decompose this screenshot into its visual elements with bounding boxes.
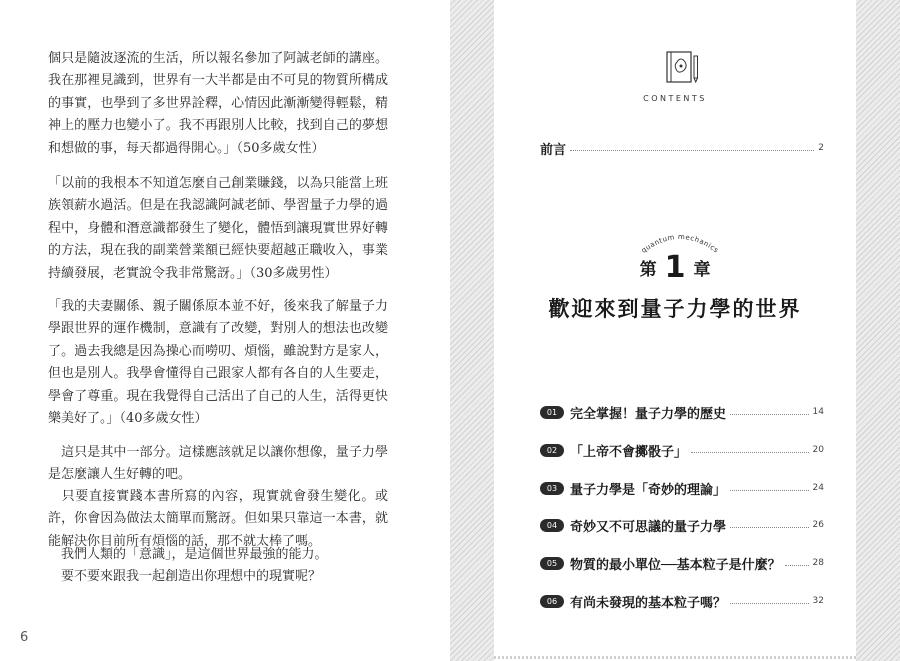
body-paragraph-2: 只要直接實踐本書所寫的內容，現實就會發生變化。或許，你會因為做法太簡單而驚訝。但如果只靠這一本書，就能解決你目前所有煩惱的話，那不就太棒了嗎。 [48, 489, 388, 549]
testimonial-paragraph-3: 「我的夫妻關係、親子關係原本並不好，後來我了解量子力學跟世界的運作機制，意識有了改變，對別人的想法也改變了。過去我總是因為操心而嘮叨、煩惱，雖說對方是家人，但也是別人。我學會懂得自己跟家人都有各自的人生要走，學會了尊重。現在我覺得自己活出了自己的人生，活得更快樂美好了。」（40多歲女性） [48, 299, 388, 427]
toc-entry-page: 14 [812, 407, 824, 417]
toc-row-02[interactable] [540, 441, 824, 459]
section-badge: 06 [540, 595, 564, 608]
chapter-number: 1 [664, 250, 686, 285]
leader-dots [730, 603, 809, 604]
section-badge: 01 [540, 406, 564, 419]
section-badge: 03 [540, 482, 564, 495]
toc-entry-title: 有尚未發現的基本粒子嗎？ [570, 595, 727, 611]
testimonial-paragraph-2: 「以前的我根本不知道怎麼自己創業賺錢，以為只能當上班族領薪水過活。但是在我認識阿誠老師、學習量子力學的過程中，身體和潛意識都發生了變化，體悟到讓現實世界好轉的方法，現在我的副業營業額已經快要超越正職收入，事業持續發展，老實說令我非常驚訝。」（30多歲男性） [48, 176, 388, 281]
leader-dots [730, 527, 809, 528]
chapter-arc-text: quantum mechanics [639, 232, 721, 255]
section-badge: 05 [540, 557, 564, 570]
toc-entry-page: 20 [812, 445, 824, 455]
toc-entry-page: 26 [812, 520, 824, 530]
gutter-hatch-left [450, 0, 494, 661]
toc-row-preface[interactable] [540, 139, 824, 157]
toc-row-03[interactable] [540, 479, 824, 497]
toc-row-04[interactable] [540, 516, 824, 534]
toc-entry-title: 物質的最小單位──基本粒子是什麼？ [570, 557, 781, 573]
body-paragraph-4: 要不要來跟我一起創造出你理想中的現實呢？ [48, 569, 322, 584]
bottom-edge-mark [494, 656, 856, 659]
toc-entry-title: 量子力學是「奇妙的理論」 [570, 482, 727, 498]
chapter-prefix: 第 [639, 260, 657, 280]
toc-entry-page: 24 [812, 483, 824, 493]
book-pencil-icon [665, 48, 701, 86]
leader-dots [691, 452, 809, 453]
toc-row-01[interactable] [540, 403, 824, 421]
margin-hatch-right [856, 0, 900, 661]
body-paragraph-3: 我們人類的「意識」，是這個世界最強的能力。 [48, 547, 328, 562]
chapter-suffix: 章 [693, 260, 711, 280]
chapter-title: 歡迎來到量子力學的世界 [548, 297, 802, 321]
leader-dots [785, 565, 809, 566]
toc-title-preface: 前言 [540, 142, 567, 158]
toc-row-06[interactable] [540, 592, 824, 610]
toc-entry-title: 完全掌握！量子力學的歷史 [570, 406, 727, 422]
leader-dots [730, 414, 809, 415]
leader-dots [730, 490, 809, 491]
toc-entry-title: 奇妙又不可思議的量子力學 [570, 519, 727, 535]
toc-row-05[interactable] [540, 554, 824, 572]
chapter-heading [494, 250, 856, 285]
toc-entry-page: 32 [812, 596, 824, 606]
toc-page-preface: 2 [818, 143, 824, 153]
contents-label: CONTENTS [643, 94, 707, 103]
toc-entry-page: 28 [812, 558, 824, 568]
toc-entry-title: 「上帝不會擲骰子」 [570, 444, 688, 460]
testimonial-paragraph-1: 個只是隨波逐流的生活，所以報名參加了阿誠老師的講座。我在那裡見識到，世界有一大半都是由不可見的物質所構成的事實，也學到了多世界詮釋，心情因此漸漸變得輕鬆，精神上的壓力也變小了。我不再跟別人比較，找到自己的夢想和想做的事，每天都過得開心。」（50多歲女性） [48, 51, 388, 156]
contents-page [494, 0, 856, 661]
page-number-left: 6 [20, 630, 29, 645]
section-badge: 04 [540, 519, 564, 532]
body-paragraph-1: 這只是其中一部分。這樣應該就足以讓你想像，量子力學是怎麼讓人生好轉的吧。 [48, 445, 388, 483]
leader-dots [570, 150, 814, 151]
section-badge: 02 [540, 444, 564, 457]
